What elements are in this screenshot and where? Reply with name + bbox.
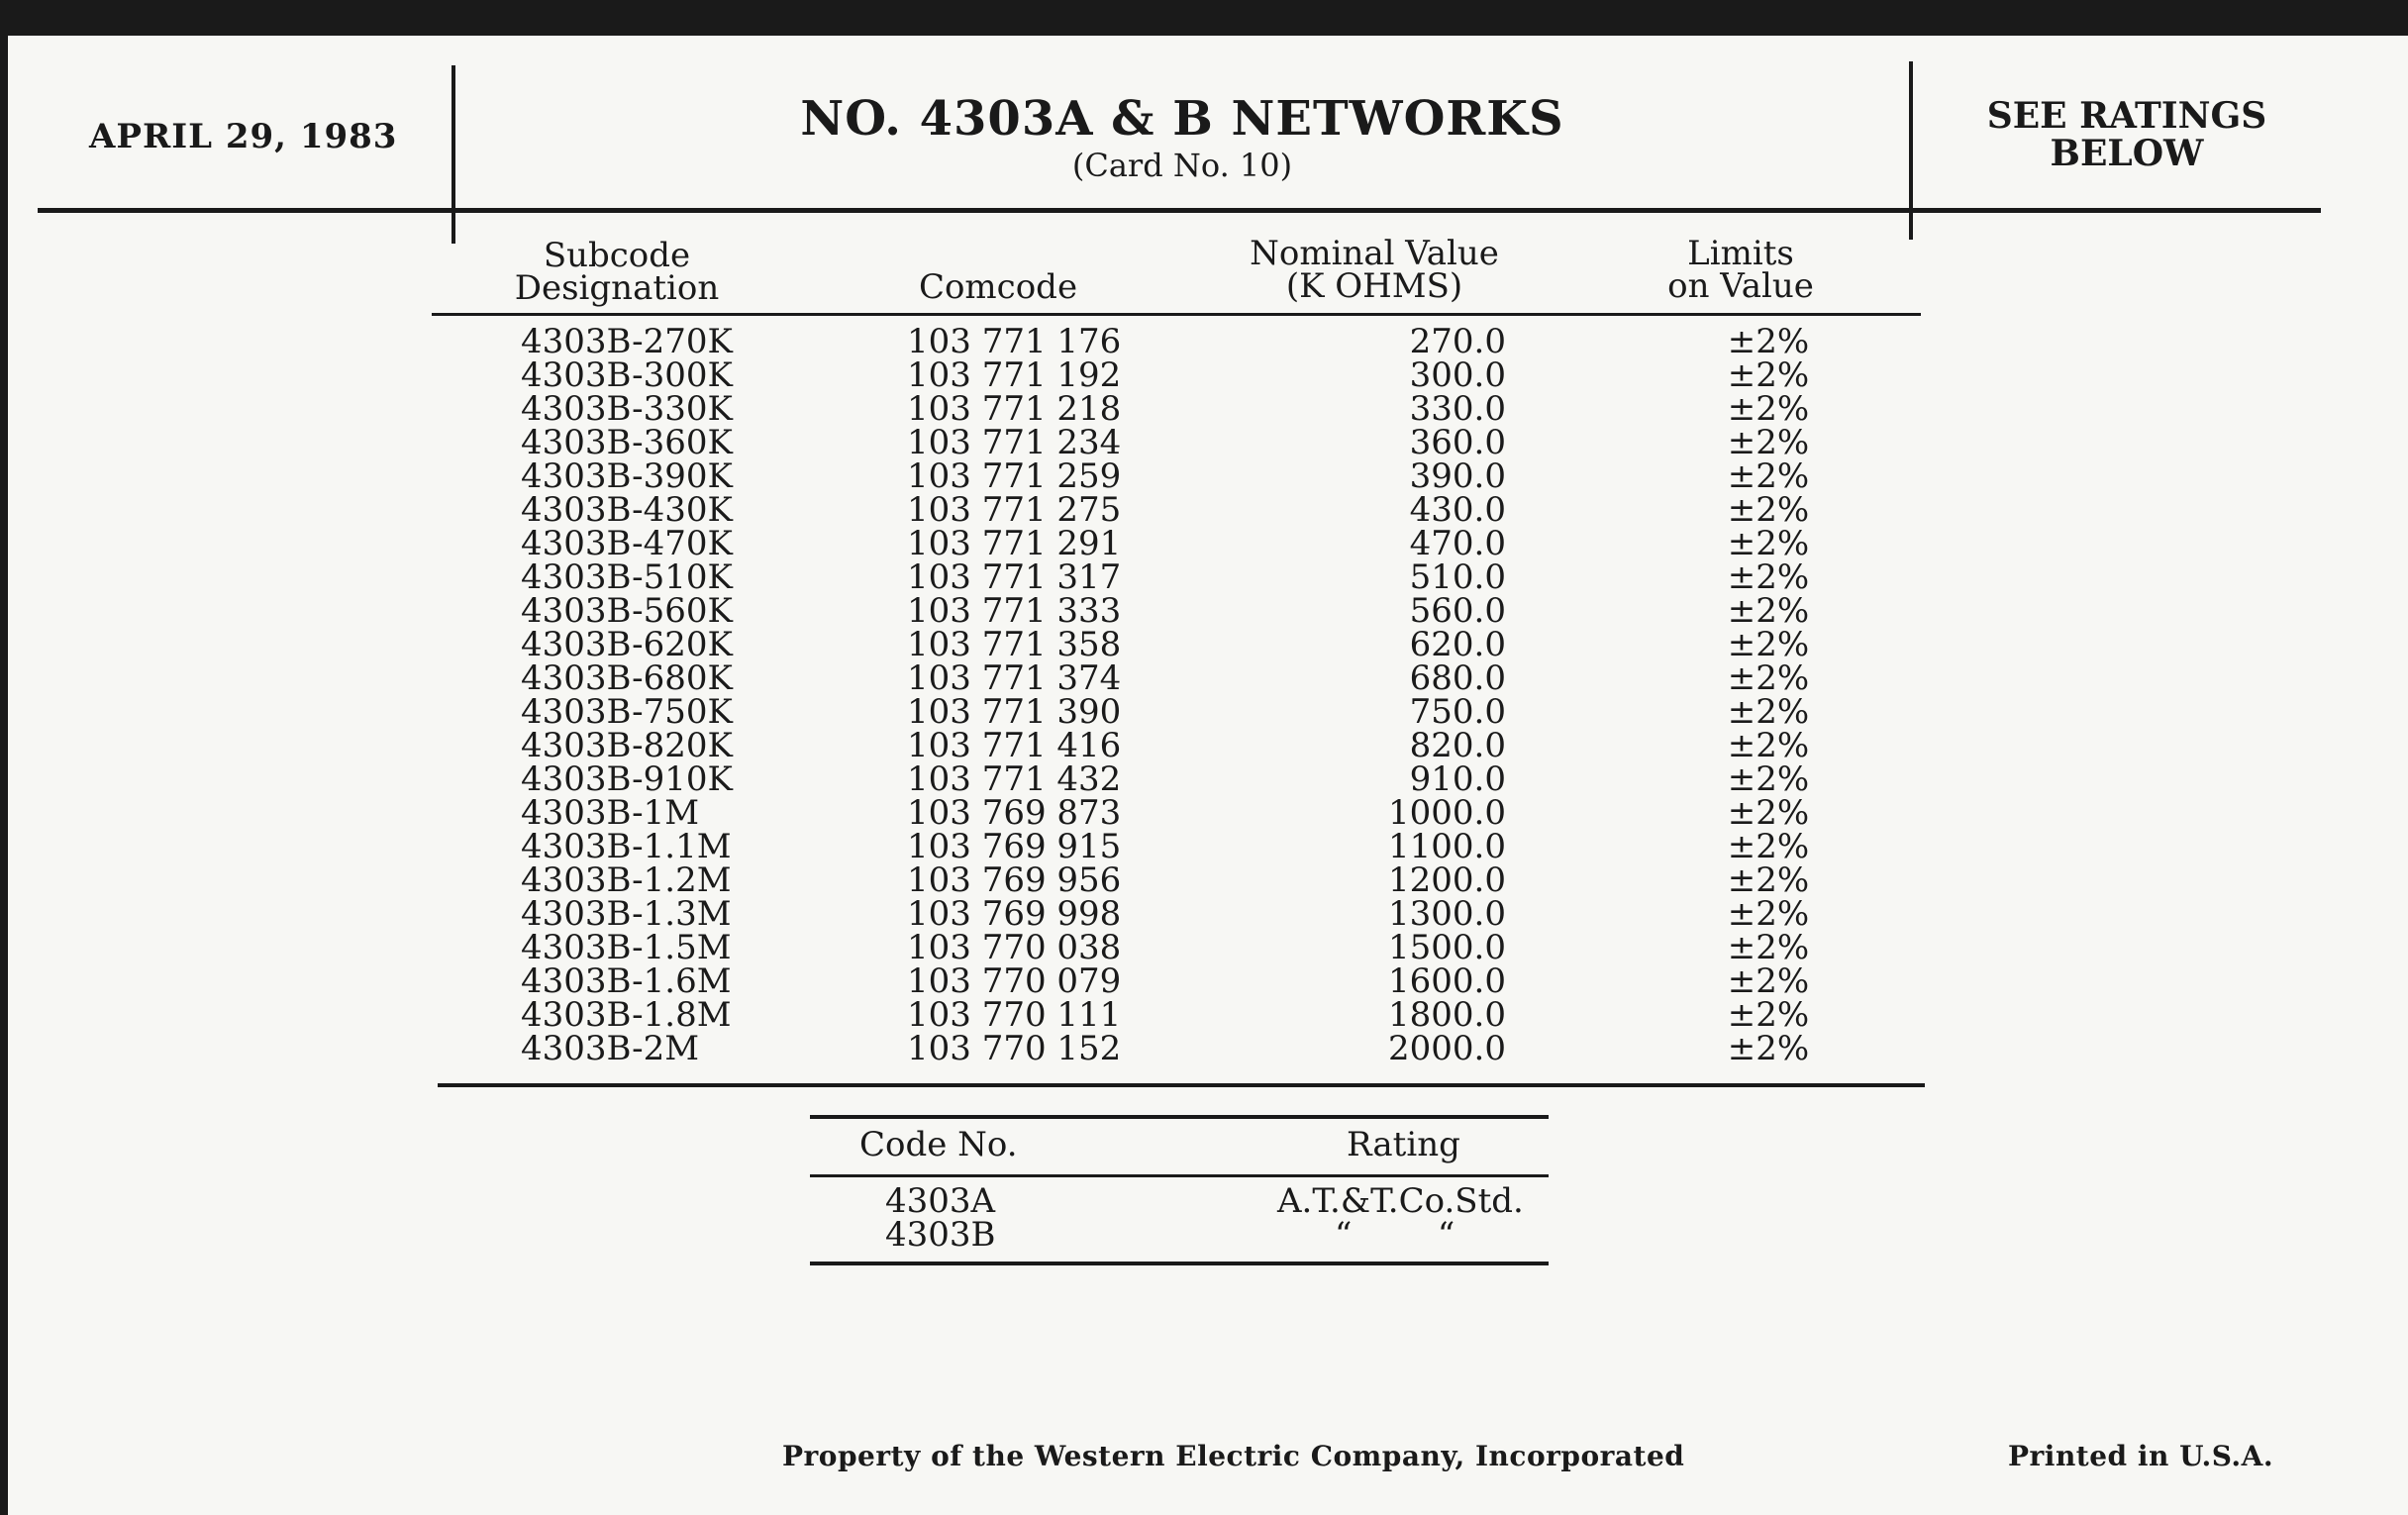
document-card <box>8 36 2408 1515</box>
comcode-cell: 103 771 416 <box>907 726 1122 765</box>
table-row <box>432 658 1921 698</box>
nominal-value-cell: 680.0 <box>1409 658 1506 698</box>
nominal-value-cell: 1200.0 <box>1388 860 1506 900</box>
limits-cell: ±2% <box>1727 557 1810 597</box>
limits-cell: ±2% <box>1727 355 1810 395</box>
networks-table <box>432 322 1921 1068</box>
limits-cell: ±2% <box>1727 995 1810 1035</box>
ratings-rating-2: “ “ <box>1335 1215 1455 1255</box>
scan-border <box>0 0 2408 36</box>
nominal-value-cell: 1800.0 <box>1388 995 1506 1035</box>
page-title: NO. 4303A & B NETWORKS <box>800 91 1564 147</box>
comcode-cell: 103 769 998 <box>907 894 1122 934</box>
table-row <box>432 894 1921 934</box>
table-row <box>432 625 1921 664</box>
subcode-cell: 4303B-2M <box>521 1029 700 1068</box>
footer-printed: Printed in U.S.A. <box>2008 1440 2274 1472</box>
subcode-cell: 4303B-300K <box>521 355 733 395</box>
header-divider-right <box>1909 61 1913 240</box>
limits-cell: ±2% <box>1727 456 1810 496</box>
ratings-note-line2: BELOW <box>2050 133 2204 174</box>
comcode-cell: 103 770 111 <box>907 995 1122 1035</box>
table-row <box>432 456 1921 496</box>
nominal-value-cell: 2000.0 <box>1388 1029 1506 1068</box>
nominal-value-cell: 1000.0 <box>1388 793 1506 833</box>
subcode-cell: 4303B-270K <box>521 322 733 361</box>
card-number: (Card No. 10) <box>1071 147 1293 184</box>
subcode-cell: 4303B-1.2M <box>521 860 732 900</box>
nominal-value-cell: 390.0 <box>1409 456 1506 496</box>
comcode-cell: 103 771 374 <box>907 658 1122 698</box>
nominal-value-cell: 430.0 <box>1409 490 1506 530</box>
table-row <box>432 355 1921 395</box>
ratings-rule-top <box>810 1115 1549 1119</box>
subcode-cell: 4303B-1.5M <box>521 928 732 967</box>
ratings-code-2: 4303B <box>885 1215 996 1255</box>
comcode-cell: 103 771 275 <box>907 490 1122 530</box>
nominal-value-cell: 270.0 <box>1409 322 1506 361</box>
comcode-cell: 103 771 358 <box>907 625 1122 664</box>
nominal-value-cell: 1600.0 <box>1388 961 1506 1001</box>
subcode-cell: 4303B-470K <box>521 524 733 563</box>
limits-cell: ±2% <box>1727 961 1810 1001</box>
header-limits: Limits on Value <box>1667 234 1814 306</box>
comcode-cell: 103 771 218 <box>907 389 1122 429</box>
subcode-cell: 4303B-620K <box>521 625 733 664</box>
limits-cell: ±2% <box>1727 524 1810 563</box>
nominal-value-cell: 330.0 <box>1409 389 1506 429</box>
table-row <box>432 759 1921 799</box>
table-row <box>432 726 1921 765</box>
comcode-cell: 103 770 038 <box>907 928 1122 967</box>
table-row <box>432 322 1921 361</box>
nominal-value-cell: 470.0 <box>1409 524 1506 563</box>
subcode-cell: 4303B-330K <box>521 389 733 429</box>
table-row <box>432 591 1921 631</box>
table-row <box>432 860 1921 900</box>
ratings-header-code: Code No. <box>859 1125 1018 1164</box>
comcode-cell: 103 771 333 <box>907 591 1122 631</box>
footer-property: Property of the Western Electric Company, Incorporated <box>782 1440 1685 1472</box>
subcode-cell: 4303B-560K <box>521 591 733 631</box>
comcode-cell: 103 770 152 <box>907 1029 1122 1068</box>
nominal-value-cell: 560.0 <box>1409 591 1506 631</box>
nominal-value-cell: 1300.0 <box>1388 894 1506 934</box>
header-subcode: Subcode Designation <box>514 236 720 308</box>
limits-cell: ±2% <box>1727 490 1810 530</box>
comcode-cell: 103 771 390 <box>907 692 1122 732</box>
comcode-cell: 103 769 956 <box>907 860 1122 900</box>
comcode-cell: 103 771 317 <box>907 557 1122 597</box>
subcode-cell: 4303B-680K <box>521 658 733 698</box>
nominal-value-cell: 1500.0 <box>1388 928 1506 967</box>
subcode-cell: 4303B-1M <box>521 793 700 833</box>
nominal-value-cell: 360.0 <box>1409 423 1506 462</box>
comcode-cell: 103 771 259 <box>907 456 1122 496</box>
subcode-cell: 4303B-750K <box>521 692 733 732</box>
table-row <box>432 490 1921 530</box>
subcode-cell: 4303B-1.3M <box>521 894 732 934</box>
ratings-note-line1: SEE RATINGS <box>1986 95 2267 137</box>
limits-cell: ±2% <box>1727 322 1810 361</box>
limits-cell: ±2% <box>1727 793 1810 833</box>
header-comcode: Comcode <box>918 267 1078 307</box>
comcode-cell: 103 771 432 <box>907 759 1122 799</box>
limits-cell: ±2% <box>1727 827 1810 866</box>
subcode-cell: 4303B-430K <box>521 490 733 530</box>
table-row <box>432 557 1921 597</box>
comcode-cell: 103 769 873 <box>907 793 1122 833</box>
comcode-cell: 103 771 291 <box>907 524 1122 563</box>
subcode-cell: 4303B-510K <box>521 557 733 597</box>
ratings-rule-middle <box>810 1174 1549 1177</box>
table-row <box>432 961 1921 1001</box>
subcode-cell: 4303B-360K <box>521 423 733 462</box>
table-row <box>432 524 1921 563</box>
table-rule-top <box>432 313 1921 316</box>
subcode-cell: 4303B-1.1M <box>521 827 732 866</box>
issue-date: APRIL 29, 1983 <box>89 117 398 156</box>
table-row <box>432 827 1921 866</box>
table-row <box>432 389 1921 429</box>
subcode-cell: 4303B-1.8M <box>521 995 732 1035</box>
nominal-value-cell: 620.0 <box>1409 625 1506 664</box>
comcode-cell: 103 771 234 <box>907 423 1122 462</box>
table-rule-bottom <box>438 1083 1925 1087</box>
header-nominal-value: Nominal Value (K OHMS) <box>1250 234 1499 306</box>
limits-cell: ±2% <box>1727 759 1810 799</box>
subcode-cell: 4303B-1.6M <box>521 961 732 1001</box>
limits-cell: ±2% <box>1727 860 1810 900</box>
limits-cell: ±2% <box>1727 692 1810 732</box>
nominal-value-cell: 750.0 <box>1409 692 1506 732</box>
nominal-value-cell: 820.0 <box>1409 726 1506 765</box>
subcode-cell: 4303B-910K <box>521 759 733 799</box>
limits-cell: ±2% <box>1727 423 1810 462</box>
table-row <box>432 793 1921 833</box>
subcode-cell: 4303B-820K <box>521 726 733 765</box>
ratings-rating-1: A.T.&T.Co.Std. <box>1277 1181 1524 1221</box>
table-row <box>432 423 1921 462</box>
limits-cell: ±2% <box>1727 928 1810 967</box>
table-row <box>432 692 1921 732</box>
limits-cell: ±2% <box>1727 1029 1810 1068</box>
comcode-cell: 103 771 192 <box>907 355 1122 395</box>
table-row <box>432 1029 1921 1068</box>
limits-cell: ±2% <box>1727 726 1810 765</box>
nominal-value-cell: 910.0 <box>1409 759 1506 799</box>
limits-cell: ±2% <box>1727 658 1810 698</box>
ratings-rule-bottom <box>810 1262 1549 1265</box>
limits-cell: ±2% <box>1727 894 1810 934</box>
nominal-value-cell: 510.0 <box>1409 557 1506 597</box>
ratings-note <box>1949 97 2305 172</box>
nominal-value-cell: 300.0 <box>1409 355 1506 395</box>
limits-cell: ±2% <box>1727 625 1810 664</box>
table-row <box>432 928 1921 967</box>
limits-cell: ±2% <box>1727 389 1810 429</box>
comcode-cell: 103 770 079 <box>907 961 1122 1001</box>
limits-cell: ±2% <box>1727 591 1810 631</box>
table-row <box>432 995 1921 1035</box>
header-rule <box>38 208 2321 213</box>
ratings-code-1: 4303A <box>885 1181 996 1221</box>
comcode-cell: 103 769 915 <box>907 827 1122 866</box>
subcode-cell: 4303B-390K <box>521 456 733 496</box>
comcode-cell: 103 771 176 <box>907 322 1122 361</box>
ratings-header-rating: Rating <box>1347 1125 1460 1164</box>
nominal-value-cell: 1100.0 <box>1388 827 1506 866</box>
